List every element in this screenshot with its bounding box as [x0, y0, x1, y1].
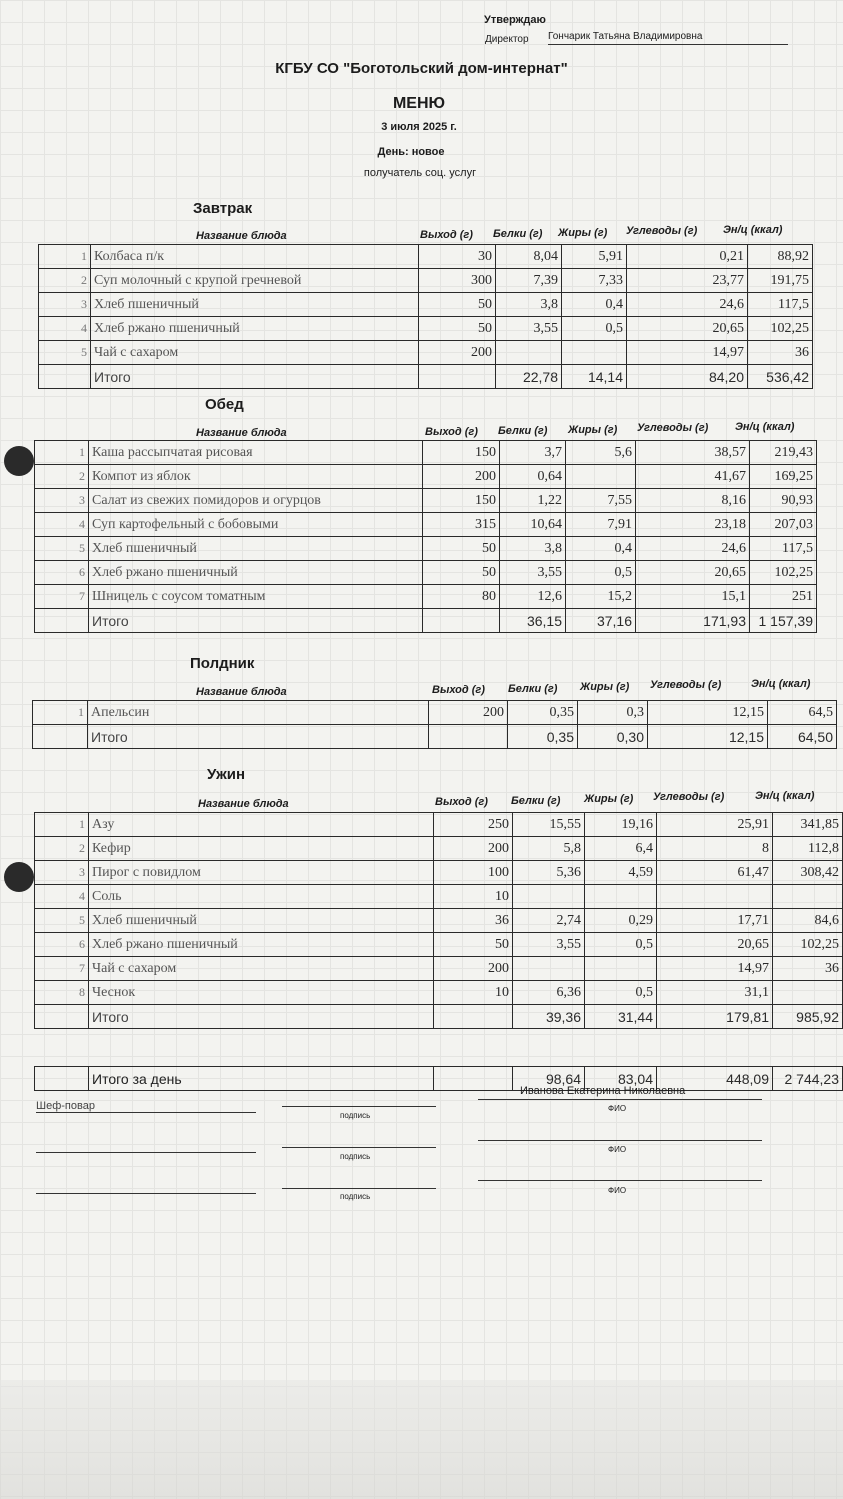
snack-total-carbs: 12,15	[648, 725, 768, 749]
breakfast-total-energy: 536,42	[748, 365, 813, 389]
lunch-col-protein: Белки (г)	[498, 425, 548, 437]
dinner-total-carbs: 179,81	[657, 1005, 773, 1029]
dinner-dish-name: Соль	[89, 885, 434, 909]
dinner-total-label: Итого	[89, 1005, 434, 1029]
breakfast-row-number: 5	[39, 341, 91, 365]
dinner-dish-name: Хлеб ржано пшеничный	[89, 933, 434, 957]
approve-label: Утверждаю	[484, 14, 546, 26]
lunch-row	[35, 489, 817, 513]
dinner-dish-carbs: 17,71	[657, 909, 773, 933]
dinner-dish-name: Пирог с повидлом	[89, 861, 434, 885]
breakfast-col-protein: Белки (г)	[493, 228, 543, 240]
fio-line-1	[478, 1099, 762, 1100]
dinner-row-number: 6	[35, 933, 89, 957]
breakfast-dish-output: 50	[419, 293, 496, 317]
dinner-dish-carbs: 61,47	[657, 861, 773, 885]
dinner-dish-name: Азу	[89, 813, 434, 837]
breakfast-dish-protein	[496, 341, 562, 365]
breakfast-dish-energy: 191,75	[748, 269, 813, 293]
dinner-dish-carbs: 8	[657, 837, 773, 861]
lunch-row	[35, 441, 817, 465]
lunch-row-number: 6	[35, 561, 89, 585]
lunch-dish-name: Хлеб пшеничный	[89, 537, 423, 561]
dinner-dish-fat: 6,4	[585, 837, 657, 861]
lunch-row	[35, 585, 817, 609]
signature-caption-2: подпись	[340, 1152, 371, 1161]
lunch-row-number: 1	[35, 441, 89, 465]
breakfast-dish-fat: 7,33	[562, 269, 627, 293]
lunch-dish-output: 50	[423, 537, 500, 561]
breakfast-dish-protein: 8,04	[496, 245, 562, 269]
lunch-dish-name: Компот из яблок	[89, 465, 423, 489]
dinner-dish-name: Кефир	[89, 837, 434, 861]
chef-name: Иванова Екатерина Николаевна	[520, 1085, 686, 1097]
lunch-dish-output: 150	[423, 489, 500, 513]
lunch-total-fat: 37,16	[566, 609, 636, 633]
breakfast-row-number: 3	[39, 293, 91, 317]
dinner-dish-output: 10	[434, 981, 513, 1005]
dinner-dish-fat: 0,29	[585, 909, 657, 933]
day-total-label: Итого за день	[89, 1067, 434, 1091]
dinner-row	[35, 909, 843, 933]
snack-dish-carbs: 12,15	[648, 701, 768, 725]
lunch-col-carbs: Углеводы (г)	[637, 422, 709, 434]
lunch-dish-fat	[566, 465, 636, 489]
menu-title: МЕНЮ	[392, 95, 446, 112]
breakfast-dish-protein: 3,8	[496, 293, 562, 317]
breakfast-dish-protein: 7,39	[496, 269, 562, 293]
lunch-dish-energy: 219,43	[750, 441, 817, 465]
lunch-col-energy: Эн/ц (ккал)	[735, 421, 795, 433]
dinner-dish-protein: 2,74	[513, 909, 585, 933]
breakfast-col-fat: Жиры (г)	[558, 227, 608, 239]
lunch-row-number: 3	[35, 489, 89, 513]
dinner-dish-fat: 4,59	[585, 861, 657, 885]
lunch-dish-output: 150	[423, 441, 500, 465]
breakfast-col-name: Название блюда	[196, 230, 287, 242]
dinner-total-row	[35, 1005, 843, 1029]
breakfast-dish-carbs: 0,21	[627, 245, 748, 269]
lunch-dish-output: 80	[423, 585, 500, 609]
breakfast-total-carbs: 84,20	[627, 365, 748, 389]
lunch-dish-name: Шницель с соусом томатным	[89, 585, 423, 609]
dinner-row	[35, 933, 843, 957]
lunch-dish-carbs: 15,1	[636, 585, 750, 609]
signature-line-1	[282, 1106, 436, 1107]
snack-dish-protein: 0,35	[508, 701, 578, 725]
lunch-total-output-cell	[423, 609, 500, 633]
dinner-row	[35, 861, 843, 885]
dinner-dish-fat	[585, 885, 657, 909]
breakfast-dish-carbs: 20,65	[627, 317, 748, 341]
dinner-dish-protein: 6,36	[513, 981, 585, 1005]
breakfast-dish-energy: 117,5	[748, 293, 813, 317]
lunch-row	[35, 561, 817, 585]
dinner-dish-carbs: 31,1	[657, 981, 773, 1005]
snack-dish-output: 200	[429, 701, 508, 725]
dinner-dish-energy: 308,42	[773, 861, 843, 885]
organization-title: КГБУ СО "Боготольский дом-интернат"	[275, 60, 568, 77]
breakfast-row-number: 2	[39, 269, 91, 293]
dinner-dish-protein: 5,36	[513, 861, 585, 885]
lunch-col-output: Выход (г)	[425, 426, 478, 438]
snack-col-energy: Эн/ц (ккал)	[751, 678, 811, 690]
breakfast-total-output-cell	[419, 365, 496, 389]
lunch-dish-energy: 90,93	[750, 489, 817, 513]
dinner-dish-name: Хлеб пшеничный	[89, 909, 434, 933]
breakfast-dish-name: Суп молочный с крупой гречневой	[91, 269, 419, 293]
dinner-total-protein: 39,36	[513, 1005, 585, 1029]
breakfast-dish-name: Хлеб пшеничный	[91, 293, 419, 317]
day-total-table	[34, 1066, 843, 1091]
lunch-dish-output: 200	[423, 465, 500, 489]
breakfast-dish-name: Чай с сахаром	[91, 341, 419, 365]
lunch-dish-protein: 3,55	[500, 561, 566, 585]
dinner-table	[34, 812, 843, 1029]
lunch-table	[34, 440, 817, 633]
day-total-fat: 83,04	[585, 1067, 657, 1091]
snack-table	[32, 700, 837, 749]
signature-line-3	[282, 1188, 436, 1189]
lunch-total-protein: 36,15	[500, 609, 566, 633]
breakfast-dish-energy: 88,92	[748, 245, 813, 269]
dinner-dish-output: 50	[434, 933, 513, 957]
fio-line-3	[478, 1180, 762, 1181]
dinner-col-output: Выход (г)	[435, 796, 488, 808]
signature-caption-3: подпись	[340, 1192, 371, 1201]
lunch-total-carbs: 171,93	[636, 609, 750, 633]
dinner-dish-energy: 36	[773, 957, 843, 981]
fio-caption-3: ФИО	[608, 1186, 627, 1195]
dinner-dish-fat: 0,5	[585, 981, 657, 1005]
dinner-dish-carbs: 25,91	[657, 813, 773, 837]
lunch-row	[35, 537, 817, 561]
menu-recipient: получатель соц. услуг	[363, 167, 477, 179]
dinner-row	[35, 957, 843, 981]
director-name: Гончарик Татьяна Владимировна	[548, 31, 788, 45]
lunch-total-energy: 1 157,39	[750, 609, 817, 633]
lunch-row	[35, 513, 817, 537]
dinner-row	[35, 837, 843, 861]
breakfast-table	[38, 244, 813, 389]
lunch-col-name: Название блюда	[196, 427, 287, 439]
breakfast-row	[39, 245, 813, 269]
lunch-dish-fat: 5,6	[566, 441, 636, 465]
punch-hole-top	[4, 446, 34, 476]
snack-dish-energy: 64,5	[768, 701, 837, 725]
dinner-dish-output: 36	[434, 909, 513, 933]
dinner-row-number: 7	[35, 957, 89, 981]
lunch-total-row	[35, 609, 817, 633]
dinner-dish-energy	[773, 885, 843, 909]
lunch-dish-fat: 0,5	[566, 561, 636, 585]
lunch-dish-name: Суп картофельный с бобовыми	[89, 513, 423, 537]
director-label: Директор	[485, 34, 529, 45]
dinner-row-number: 5	[35, 909, 89, 933]
dinner-dish-carbs	[657, 885, 773, 909]
dinner-dish-carbs: 14,97	[657, 957, 773, 981]
breakfast-row-number: 4	[39, 317, 91, 341]
lunch-dish-name: Салат из свежих помидоров и огурцов	[89, 489, 423, 513]
snack-row	[33, 701, 837, 725]
lunch-row-number: 5	[35, 537, 89, 561]
dinner-col-fat: Жиры (г)	[584, 793, 634, 805]
dinner-dish-name: Чай с сахаром	[89, 957, 434, 981]
dinner-row	[35, 813, 843, 837]
dinner-dish-output: 200	[434, 957, 513, 981]
lunch-dish-protein: 12,6	[500, 585, 566, 609]
breakfast-dish-fat: 0,5	[562, 317, 627, 341]
dinner-col-name: Название блюда	[198, 798, 289, 810]
dinner-dish-protein	[513, 957, 585, 981]
dinner-dish-fat	[585, 957, 657, 981]
lunch-row-number: 4	[35, 513, 89, 537]
breakfast-dish-carbs: 14,97	[627, 341, 748, 365]
dinner-dish-output: 10	[434, 885, 513, 909]
breakfast-total-protein: 22,78	[496, 365, 562, 389]
snack-title: Полдник	[190, 655, 255, 672]
dinner-dish-protein	[513, 885, 585, 909]
snack-total-protein: 0,35	[508, 725, 578, 749]
dinner-dish-protein: 3,55	[513, 933, 585, 957]
breakfast-dish-energy: 102,25	[748, 317, 813, 341]
breakfast-col-output: Выход (г)	[420, 229, 473, 241]
breakfast-total-label: Итого	[91, 365, 419, 389]
dinner-dish-energy: 102,25	[773, 933, 843, 957]
breakfast-dish-name: Хлеб ржано пшеничный	[91, 317, 419, 341]
lunch-dish-fat: 7,91	[566, 513, 636, 537]
breakfast-dish-carbs: 24,6	[627, 293, 748, 317]
lunch-row-number: 2	[35, 465, 89, 489]
lunch-dish-energy: 251	[750, 585, 817, 609]
lunch-dish-energy: 117,5	[750, 537, 817, 561]
dinner-dish-carbs: 20,65	[657, 933, 773, 957]
fio-caption-1: ФИО	[608, 1104, 627, 1113]
snack-col-fat: Жиры (г)	[580, 681, 630, 693]
breakfast-total-number-cell	[39, 365, 91, 389]
breakfast-col-carbs: Углеводы (г)	[626, 225, 698, 237]
dinner-dish-fat: 0,5	[585, 933, 657, 957]
lunch-dish-name: Каша рассыпчатая рисовая	[89, 441, 423, 465]
chef-label: Шеф-повар	[36, 1100, 95, 1112]
breakfast-dish-output: 30	[419, 245, 496, 269]
snack-col-protein: Белки (г)	[508, 683, 558, 695]
breakfast-dish-output: 50	[419, 317, 496, 341]
lunch-dish-carbs: 20,65	[636, 561, 750, 585]
lunch-title: Обед	[205, 396, 244, 413]
fio-line-2	[478, 1140, 762, 1141]
snack-col-name: Название блюда	[196, 686, 287, 698]
lunch-dish-carbs: 24,6	[636, 537, 750, 561]
breakfast-title: Завтрак	[193, 200, 253, 217]
breakfast-row	[39, 269, 813, 293]
snack-total-output-cell	[429, 725, 508, 749]
dinner-dish-output: 100	[434, 861, 513, 885]
breakfast-row	[39, 341, 813, 365]
day-total-protein: 98,64	[513, 1067, 585, 1091]
breakfast-dish-protein: 3,55	[496, 317, 562, 341]
lunch-dish-protein: 10,64	[500, 513, 566, 537]
dinner-dish-energy	[773, 981, 843, 1005]
breakfast-dish-output: 200	[419, 341, 496, 365]
day-total-number-cell	[35, 1067, 89, 1091]
breakfast-row	[39, 293, 813, 317]
lunch-dish-fat: 15,2	[566, 585, 636, 609]
lunch-dish-carbs: 38,57	[636, 441, 750, 465]
breakfast-dish-fat	[562, 341, 627, 365]
lunch-dish-output: 50	[423, 561, 500, 585]
fio-caption-2: ФИО	[608, 1145, 627, 1154]
day-total-energy: 2 744,23	[773, 1067, 843, 1091]
dinner-dish-fat: 19,16	[585, 813, 657, 837]
signature-line-2	[282, 1147, 436, 1148]
lunch-dish-carbs: 41,67	[636, 465, 750, 489]
breakfast-row	[39, 317, 813, 341]
dinner-dish-output: 200	[434, 837, 513, 861]
snack-col-output: Выход (г)	[432, 684, 485, 696]
breakfast-row-number: 1	[39, 245, 91, 269]
dinner-total-number-cell	[35, 1005, 89, 1029]
breakfast-total-row	[39, 365, 813, 389]
dinner-dish-output: 250	[434, 813, 513, 837]
dinner-row-number: 2	[35, 837, 89, 861]
punch-hole-bottom	[4, 862, 34, 892]
breakfast-dish-name: Колбаса п/к	[91, 245, 419, 269]
role-line-3	[36, 1193, 256, 1194]
lunch-dish-protein: 0,64	[500, 465, 566, 489]
dinner-col-carbs: Углеводы (г)	[653, 791, 725, 803]
lunch-dish-protein: 3,8	[500, 537, 566, 561]
dinner-col-energy: Эн/ц (ккал)	[755, 790, 815, 802]
lunch-dish-protein: 1,22	[500, 489, 566, 513]
day-total-carbs: 448,09	[657, 1067, 773, 1091]
dinner-dish-protein: 15,55	[513, 813, 585, 837]
dinner-total-fat: 31,44	[585, 1005, 657, 1029]
lunch-row-number: 7	[35, 585, 89, 609]
dinner-row-number: 8	[35, 981, 89, 1005]
dinner-dish-protein: 5,8	[513, 837, 585, 861]
dinner-row-number: 1	[35, 813, 89, 837]
dinner-dish-energy: 112,8	[773, 837, 843, 861]
lunch-row	[35, 465, 817, 489]
chef-line-1	[36, 1112, 256, 1113]
lunch-dish-fat: 0,4	[566, 537, 636, 561]
breakfast-col-energy: Эн/ц (ккал)	[723, 224, 783, 236]
dinner-dish-energy: 84,6	[773, 909, 843, 933]
breakfast-dish-fat: 0,4	[562, 293, 627, 317]
paper-fold-shadow	[0, 1380, 843, 1499]
lunch-dish-protein: 3,7	[500, 441, 566, 465]
lunch-total-label: Итого	[89, 609, 423, 633]
breakfast-dish-energy: 36	[748, 341, 813, 365]
breakfast-dish-fat: 5,91	[562, 245, 627, 269]
lunch-dish-energy: 169,25	[750, 465, 817, 489]
lunch-dish-name: Хлеб ржано пшеничный	[89, 561, 423, 585]
dinner-row-number: 4	[35, 885, 89, 909]
day-total-row	[35, 1067, 843, 1091]
lunch-dish-carbs: 8,16	[636, 489, 750, 513]
lunch-dish-energy: 102,25	[750, 561, 817, 585]
dinner-dish-name: Чеснок	[89, 981, 434, 1005]
snack-total-fat: 0,30	[578, 725, 648, 749]
dinner-title: Ужин	[207, 766, 246, 783]
snack-col-carbs: Углеводы (г)	[650, 679, 722, 691]
lunch-total-number-cell	[35, 609, 89, 633]
dinner-total-energy: 985,92	[773, 1005, 843, 1029]
dinner-dish-energy: 341,85	[773, 813, 843, 837]
dinner-total-output-cell	[434, 1005, 513, 1029]
lunch-dish-carbs: 23,18	[636, 513, 750, 537]
dinner-col-protein: Белки (г)	[511, 795, 561, 807]
lunch-dish-output: 315	[423, 513, 500, 537]
dinner-row-number: 3	[35, 861, 89, 885]
breakfast-dish-output: 300	[419, 269, 496, 293]
snack-dish-name: Апельсин	[88, 701, 429, 725]
breakfast-total-fat: 14,14	[562, 365, 627, 389]
day-total-output-cell	[434, 1067, 513, 1091]
lunch-dish-energy: 207,03	[750, 513, 817, 537]
menu-day: День: новое	[377, 146, 445, 158]
breakfast-dish-carbs: 23,77	[627, 269, 748, 293]
lunch-col-fat: Жиры (г)	[568, 424, 618, 436]
snack-total-energy: 64,50	[768, 725, 837, 749]
signature-caption-1: подпись	[340, 1111, 371, 1120]
snack-dish-fat: 0,3	[578, 701, 648, 725]
snack-total-number-cell	[33, 725, 88, 749]
dinner-row	[35, 981, 843, 1005]
lunch-dish-fat: 7,55	[566, 489, 636, 513]
snack-total-row	[33, 725, 837, 749]
menu-date: 3 июля 2025 г.	[381, 121, 457, 133]
role-line-2	[36, 1152, 256, 1153]
snack-total-label: Итого	[88, 725, 429, 749]
snack-row-number: 1	[33, 701, 88, 725]
dinner-row	[35, 885, 843, 909]
